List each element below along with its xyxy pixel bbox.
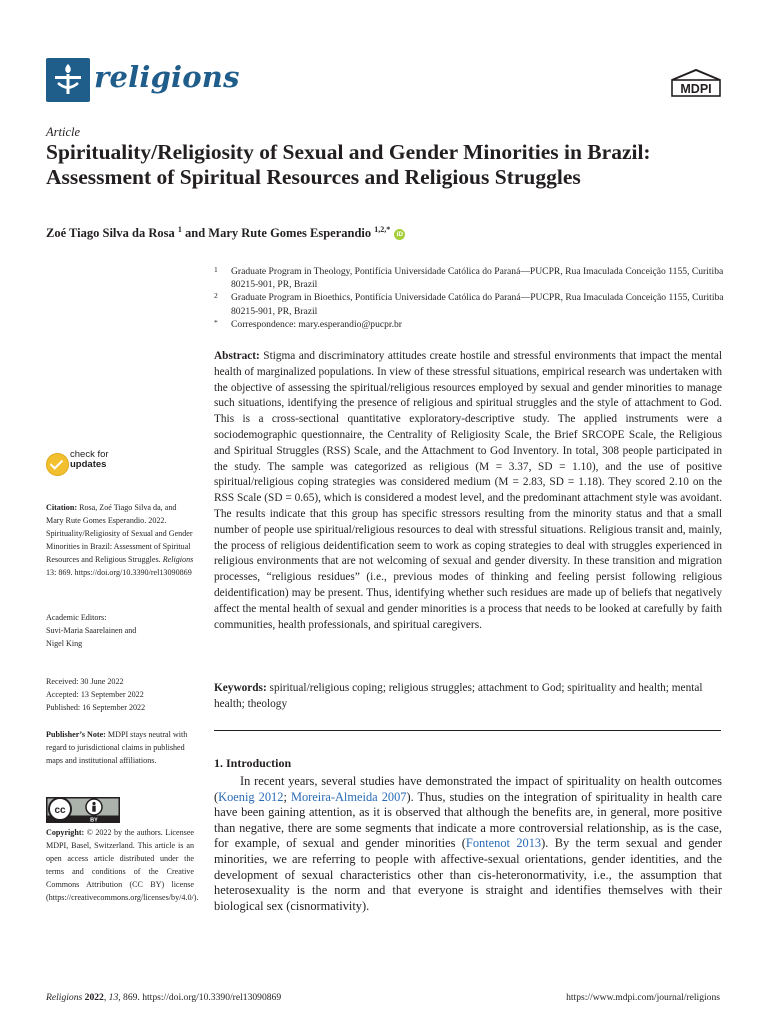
check-for-updates-button[interactable] [46,450,176,486]
citation-link[interactable]: Koenig 2012 [218,789,284,804]
footer-volume: 13 [108,992,119,1003]
copyright-text: © 2022 by the authors. Licensee MDPI, Basel, Switzerland. This article is an open access article distributed under the terms and conditions of the Creative Commons Attribution (CC BY) license (https://creativecommons.org/licenses/by/4.0/). [46,828,199,902]
orcid-icon[interactable]: iD [394,229,405,240]
check-updates-line: updates [70,458,107,470]
copyright-notice [46,827,199,904]
copyright-label: Copyright: [46,828,85,837]
citation-journal: Religions [162,554,194,564]
mdpi-logo[interactable] [670,68,722,98]
keywords-text: spiritual/religious coping; religious struggles; attachment to God; spirituality and health; mental health; theology [214,682,703,710]
article-type: Article [46,125,81,139]
affiliation-text: Graduate Program in Bioethics, Pontifícia Universidade Católica do Paraná—PUCPR, Rua Imaculada Conceição 1155, Curitiba 80215-901, PR, Brazil [231,292,724,317]
citation-text: Rosa, Zoé Tiago Silva da, and Mary Rute Gomes Esperandio. 2022. Spirituality/Religiosity of Sexual and Gender Minorities in Brazil: Assessment of Spiritual Resources and Religious Struggles. [46,503,193,564]
cc-by-icon [46,797,120,823]
journal-logo[interactable] [46,58,276,102]
check-for-updates-label [70,450,130,469]
published-date: Published: 16 September 2022 [46,702,146,712]
footer-journal: Religions [46,992,83,1003]
affiliation-mark: 1 [214,265,218,274]
author-list [46,225,405,241]
correspondence-email[interactable]: Correspondence: mary.esperandio@pucpr.br [231,318,402,330]
religions-emblem-icon [46,58,90,102]
citation-link[interactable]: Fontenot 2013 [465,836,542,851]
body-text: In recent years, several studies have demonstrated the impact of spirituality on health outcomes ( [214,774,722,804]
author-name[interactable]: Mary Rute Gomes Esperandio [208,226,372,241]
footer-year: 2022 [84,992,104,1003]
journal-name: religions [94,60,240,94]
body-text: ). Thus, studies on the integration of spirituality in health care have been gaining attention, as it is observed that although the benefits are, in general, more positive than negative, there are some segments that indicate a more controversial relationship, as is the case, for example, of sexual and gender minorities ( [214,789,723,851]
body-text: ; [283,789,291,804]
author-separator: and [181,226,209,241]
publisher-note-label: Publisher’s Note: [46,730,106,739]
editors-label: Academic Editors: [46,613,107,622]
mdpi-logo-text: MDPI [680,82,712,96]
citation-link[interactable]: Moreira-Almeida 2007 [290,789,407,804]
abstract-label: Abstract: [214,350,260,362]
footer-citation: Religions 2022, 13, 869. https://doi.org/10.3390/rel13090869 [46,992,282,1003]
publisher-note-text: MDPI stays neutral with regard to jurisdictional claims in published maps and institutional affiliations. [46,730,188,765]
editor-name: Suvi-Maria Saarelainen and [46,625,137,635]
footer-journal-url[interactable]: https://www.mdpi.com/journal/religions [566,992,720,1003]
affiliation-text: Graduate Program in Theology, Pontifícia Universidade Católica do Paraná—PUCPR, Rua Imaculada Conceição 1155, Curitiba 80215-901, PR, Brazil [231,266,724,291]
author-name[interactable]: Zoé Tiago Silva da Rosa [46,226,175,241]
author-affiliation-mark: 1 [177,225,182,234]
mdpi-logo-icon [670,68,722,98]
citation-box [46,502,194,579]
by-text: BY [90,817,98,823]
section-divider [214,730,721,731]
affiliation-item [214,265,734,291]
academic-editors [46,612,194,651]
affiliation-item [214,318,734,331]
cc-text: cc [54,805,66,816]
abstract [214,349,722,633]
affiliations [214,265,734,331]
editor-name: Nigel King [46,638,83,648]
keywords-label: Keywords: [214,682,267,694]
publisher-note [46,729,194,768]
footer-doi[interactable]: , 869. https://doi.org/10.3390/rel13090869 [118,992,282,1003]
keywords [214,681,722,713]
citation-doi[interactable]: 13: 869. https://doi.org/10.3390/rel13090869 [46,567,192,577]
received-date: Received: 30 June 2022 [46,677,124,686]
affiliation-mark: 2 [214,291,218,301]
article-dates [46,676,194,715]
accepted-date: Accepted: 13 September 2022 [46,689,144,699]
author-affiliation-mark: 1,2,* [374,225,391,234]
citation-label: Citation: [46,503,78,512]
cc-by-license-badge[interactable] [46,797,120,823]
check-icon [46,453,69,476]
introduction-paragraph [214,774,722,914]
affiliation-item [214,291,734,317]
article-title: Spirituality/Religiosity of Sexual and Gender Minorities in Brazil: Assessment of Spiritual Resources and Religious Struggles [46,140,651,189]
check-updates-line: check for [70,449,109,460]
affiliation-mark: * [214,317,218,327]
abstract-text: Stigma and discriminatory attitudes create hostile and stressful environments that impact the mental health of marginalized populations. In view of these stressful situations, empirical research was undertaken with the objective of assessing the spiritual/religious resources employed by sexual and gender minorities to manage such situations, identifying the presence of religious and spiritual struggles and the style of attachment to God. This is a cross-sectional quantitative exploratory-descriptive study. The applied instruments were a sociodemographic questionnaire, the Centrality of Religiosity Scale, the Brief SRCOPE Scale, the Religious and Spiritual Struggles (RSS) Scale, and the Attachment to God Inventory. In total, 308 people participated in the study. The sample was categorized as religious (M = 3.37, SD = 1.10), and the use of positive spiritual/religious coping strategies was considered medium (M = 2.83, SD = 1.18). They scored 2.10 on the RSS Scale (SD = 0.65), which is considered a modest level, and the predominant attachment style was avoidant. The results indicate that this group has specific stressors resulting from the minority status and that a small number of people use spiritual/religious resources to deal with stressful situations. Religious transit and, mainly, the process of religious deidentification seem to work as coping strategies to deal with struggles experienced in religious environments that are not welcoming of sexual and gender diversity. In these transition and migration processes, “religious residues” (i.e., previous modes of thinking and feeling persist following religious deidentification) may be present. Thus, identifying whether such residues are made up of beliefs that negatively affect the mental health of sexual and gender minorities is a process that needs to be looked at carefully by faith communities, health professionals, and spiritual caregivers. [214,350,722,631]
section-heading: 1. Introduction [214,756,292,770]
body-text: ). By the term sexual and gender minorities, we are referring to people with affective-sexual orientations, gender identities, and the development of sexual characteristics other than cis-heteronormativity, i.e., the assumption that heterosexuality is the norm and that everyone is straight and identifies themselves with their biological sex (cisnormativity). [214,836,723,913]
